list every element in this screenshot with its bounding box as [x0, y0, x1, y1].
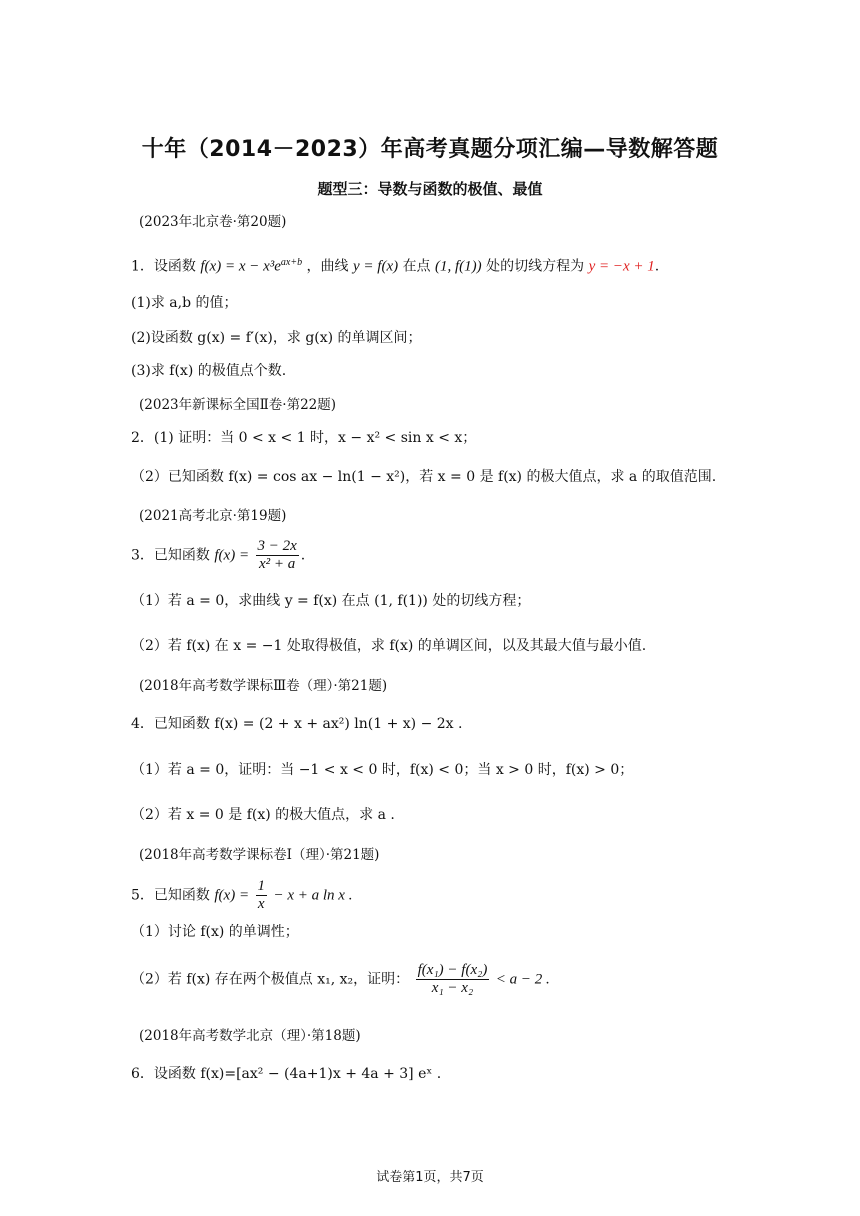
stem-end: . [654, 258, 660, 275]
problem-1-source: (2023年北京卷·第20题) [139, 214, 287, 230]
stem-function: f(x) = [214, 887, 250, 904]
stem-prefix: 3．已知函数 [131, 547, 210, 564]
problem-6-source: (2018年高考数学北京（理）·第18题) [139, 1028, 361, 1044]
stem-prefix: 5．已知函数 [131, 887, 210, 904]
stem-function: f(x) = x − x³e [200, 258, 281, 275]
stem-function: f(x) = [214, 547, 250, 564]
problem-1-part-2: (2)设函数 g(x) = f′(x)，求 g(x) 的单调区间； [131, 330, 422, 346]
stem-fraction [256, 878, 268, 913]
problem-4-source: (2018年高考数学课标Ⅲ卷（理）·第21题) [139, 678, 388, 694]
fraction-numerator: f(x₁) − f(x₂) [417, 962, 488, 978]
fraction-numerator: 3 − 2x [257, 538, 297, 554]
problem-6-stem: 6．设函数 f(x)=[ax² − (4a+1)x + 4a + 3] eˣ . [131, 1066, 442, 1082]
problem-3-stem [131, 538, 305, 573]
problem-2-source: (2023年新课标全国Ⅱ卷·第22题) [139, 397, 337, 413]
part-prefix: （2）若 f(x) 存在两个极值点 x₁, x₂，证明： [131, 971, 410, 988]
stem-exponent: ax+b [280, 257, 303, 268]
stem-text: 处的切线方程为 [486, 258, 585, 275]
problem-2-part-2: （2）已知函数 f(x) = cos ax − ln(1 − x²)，若 x = 0 是 f(x) 的极大值点，求 a 的取值范围. [131, 469, 717, 485]
fraction-denominator: x [257, 896, 265, 912]
problem-5-part-1: （1）讨论 f(x) 的单调性； [131, 924, 299, 940]
stem-end: . [300, 547, 306, 564]
stem-point: (1, f(1)) [435, 258, 482, 275]
problem-3-part-2: （2）若 f(x) 在 x = −1 处取得极值，求 f(x) 的单调区间，以及其最大值与最小值. [131, 638, 647, 654]
problem-4-stem: 4．已知函数 f(x) = (2 + x + ax²) ln(1 + x) − 2x . [131, 716, 463, 732]
tangent-line-equation: y = −x + 1 [588, 258, 655, 275]
stem-rest: − x + a ln x . [273, 887, 353, 904]
problem-3-source: (2021高考北京·第19题) [139, 508, 287, 524]
fraction-numerator: 1 [257, 878, 266, 894]
stem-fraction [256, 538, 299, 573]
page-footer: 试卷第1页，共7页 [376, 1170, 484, 1185]
problem-5-source: (2018年高考数学课标卷Ⅰ（理）·第21题) [139, 847, 380, 863]
stem-prefix: 1．设函数 [131, 258, 196, 275]
problem-1-part-1: (1)求 a,b 的值； [131, 295, 238, 311]
problem-4-part-2: （2）若 x = 0 是 f(x) 的极大值点，求 a . [131, 807, 395, 823]
problem-5-stem [131, 878, 352, 913]
problem-2-part-1: 2．(1) 证明：当 0 < x < 1 时，x − x² < sin x < x； [131, 430, 477, 446]
problem-1-part-3: (3)求 f(x) 的极值点个数. [131, 363, 287, 379]
inequality-rest: < a − 2 . [495, 971, 550, 988]
problem-1-stem [131, 253, 659, 277]
problem-4-part-1: （1）若 a = 0，证明：当 −1 < x < 0 时，f(x) < 0；当 x > 0 时，f(x) > 0； [131, 762, 634, 778]
section-subtitle: 题型三：导数与函数的极值、最值 [317, 180, 543, 198]
stem-curve: y = f(x) [353, 258, 399, 275]
fraction-denominator: x² + a [259, 556, 296, 572]
problem-3-part-1: （1）若 a = 0，求曲线 y = f(x) 在点 (1, f(1)) 处的切线方程； [131, 593, 531, 609]
problem-5-part-2 [131, 962, 550, 997]
page-title: 十年（2014－2023）年高考真题分项汇编—导数解答题 [141, 137, 719, 162]
stem-text: ，曲线 [306, 258, 349, 275]
fraction-denominator: x₁ − x₂ [431, 980, 474, 996]
inequality-fraction [416, 962, 490, 997]
stem-text: 在点 [402, 258, 431, 275]
